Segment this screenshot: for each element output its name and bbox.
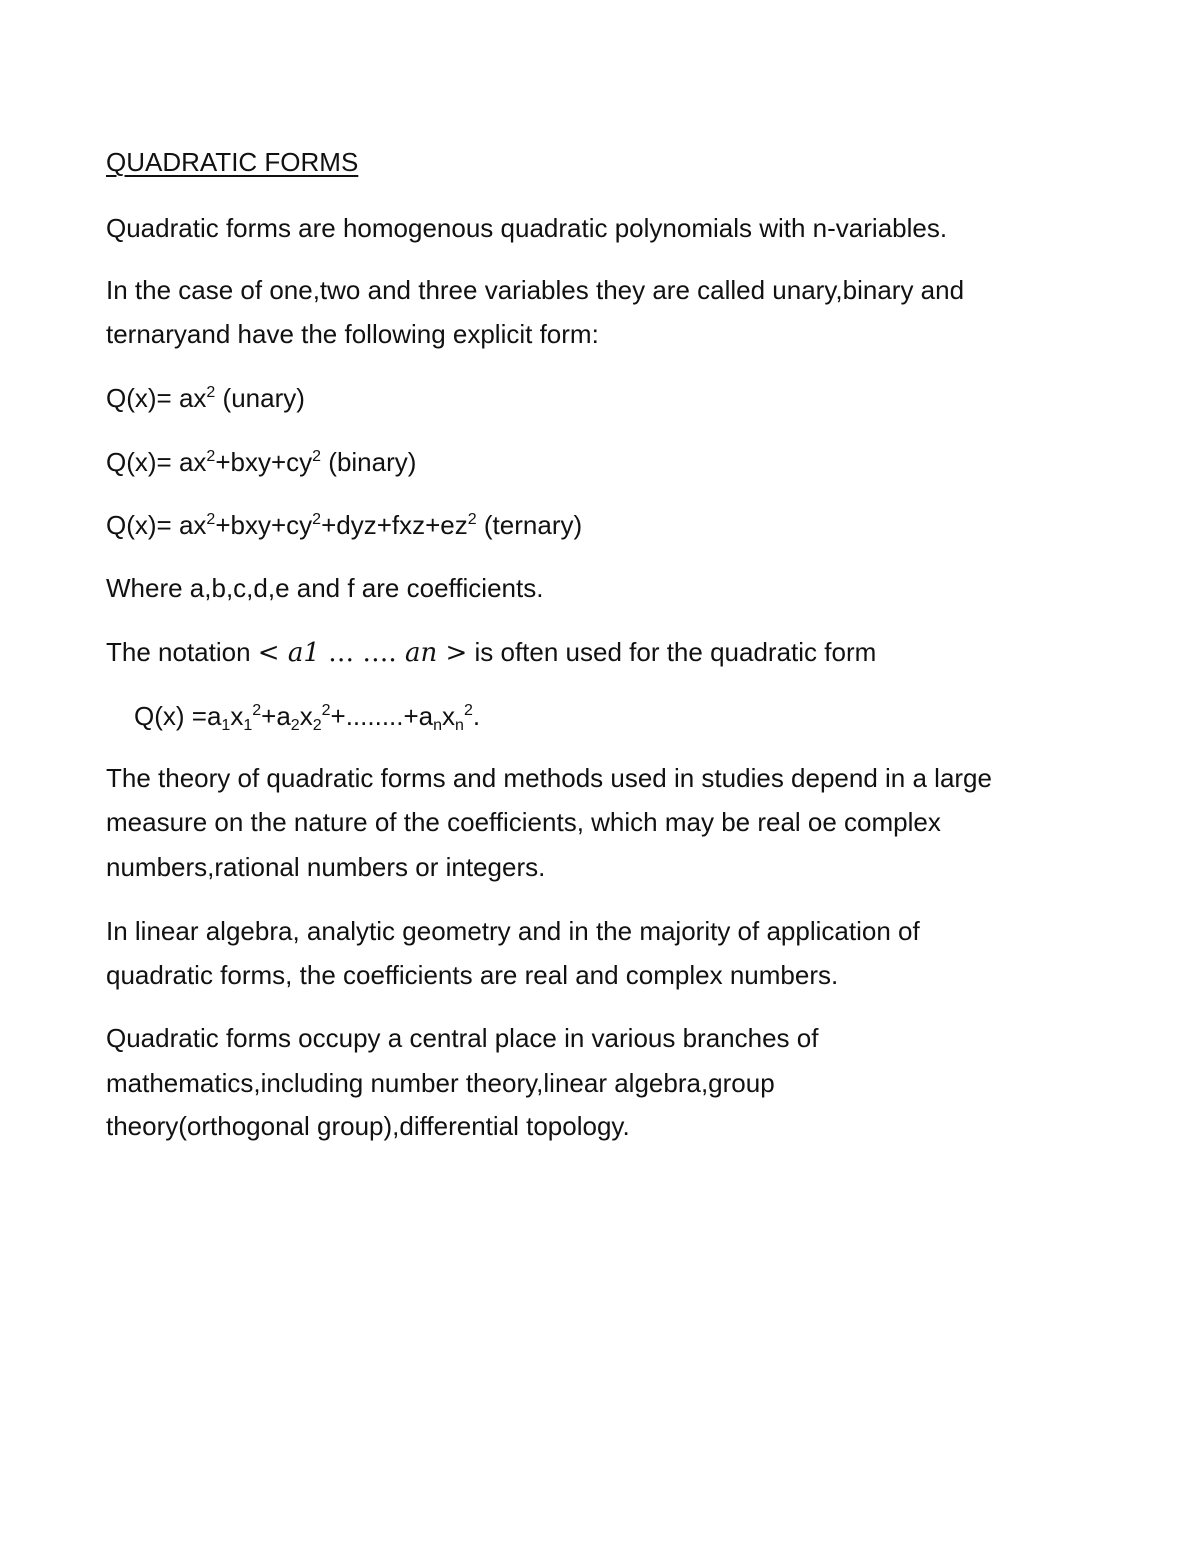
binary-label: (binary)	[321, 447, 417, 477]
notation-dots: … ….	[319, 638, 405, 668]
notation-a1: a1	[287, 638, 320, 668]
notation-suffix: is often used for the quadratic form	[467, 637, 877, 667]
notation-prefix: The notation	[106, 637, 258, 667]
central-paragraph-line-1: Quadratic forms occupy a central place in various branches of	[106, 1023, 819, 1053]
general-form-exp-2: 2	[321, 702, 331, 719]
ternary-exponent-3: 2	[467, 511, 477, 528]
general-form-lhs: Q(x) =a	[134, 701, 222, 731]
general-form-sub-1b: 1	[243, 717, 253, 734]
general-form-x2: x	[299, 701, 313, 731]
cases-paragraph-line-2: ternaryand have the following explicit form:	[106, 319, 599, 349]
cases-paragraph-line-1: In the case of one,two and three variables they are called unary,binary and	[106, 275, 965, 305]
general-form-exp-n: 2	[463, 702, 473, 719]
general-form-end: .	[472, 701, 481, 731]
general-form-sub-n: n	[433, 717, 443, 734]
coefficients-note: Where a,b,c,d,e and f are coefficients.	[106, 573, 544, 603]
central-paragraph-line-2: mathematics,including number theory,linear algebra,group	[106, 1068, 775, 1098]
binary-formula	[106, 440, 416, 484]
linear-paragraph-line-2: quadratic forms, the coefficients are real and complex numbers.	[106, 960, 839, 990]
general-form-exp-1: 2	[252, 702, 262, 719]
unary-label: (unary)	[215, 383, 305, 413]
ternary-formula-mid-2: +dyz+fxz+ez	[321, 510, 468, 540]
general-form-formula	[134, 694, 480, 738]
ternary-label: (ternary)	[476, 510, 583, 540]
binary-exponent-1: 2	[206, 448, 216, 465]
general-form-dots: +........+a	[330, 701, 434, 731]
theory-paragraph-line-1: The theory of quadratic forms and methods used in studies depend in a large	[106, 763, 992, 793]
intro-paragraph: Quadratic forms are homogenous quadratic polynomials with n-variables.	[106, 213, 948, 243]
notation-an: an	[404, 638, 438, 668]
binary-formula-lhs: Q(x)= ax	[106, 447, 207, 477]
ternary-formula	[106, 503, 582, 547]
binary-exponent-2: 2	[312, 448, 322, 465]
ternary-exponent-2: 2	[312, 511, 322, 528]
general-form-sub-1: 1	[221, 717, 231, 734]
general-form-xn: x	[442, 701, 456, 731]
notation-open-angle: <	[257, 638, 288, 668]
central-paragraph-line-3: theory(orthogonal group),differential topology.	[106, 1111, 630, 1141]
unary-formula-lhs: Q(x)= ax	[106, 383, 207, 413]
general-form-plus-a2: +a	[261, 701, 291, 731]
theory-paragraph-line-3: numbers,rational numbers or integers.	[106, 852, 546, 882]
notation-close-angle: >	[437, 638, 468, 668]
notation-paragraph	[106, 630, 876, 675]
binary-formula-mid: +bxy+cy	[215, 447, 313, 477]
general-form-sub-2b: 2	[312, 717, 322, 734]
general-form-sub-2: 2	[290, 717, 300, 734]
ternary-formula-lhs: Q(x)= ax	[106, 510, 207, 540]
theory-paragraph-line-2: measure on the nature of the coefficients, which may be real oe complex	[106, 807, 941, 837]
ternary-exponent-1: 2	[206, 511, 216, 528]
general-form-sub-nb: n	[455, 717, 464, 734]
unary-exponent: 2	[206, 384, 216, 401]
document-title: QUADRATIC FORMS	[106, 147, 359, 177]
linear-paragraph-line-1: In linear algebra, analytic geometry and in the majority of application of	[106, 916, 920, 946]
unary-formula	[106, 376, 305, 420]
general-form-x1: x	[230, 701, 244, 731]
ternary-formula-mid-1: +bxy+cy	[215, 510, 313, 540]
